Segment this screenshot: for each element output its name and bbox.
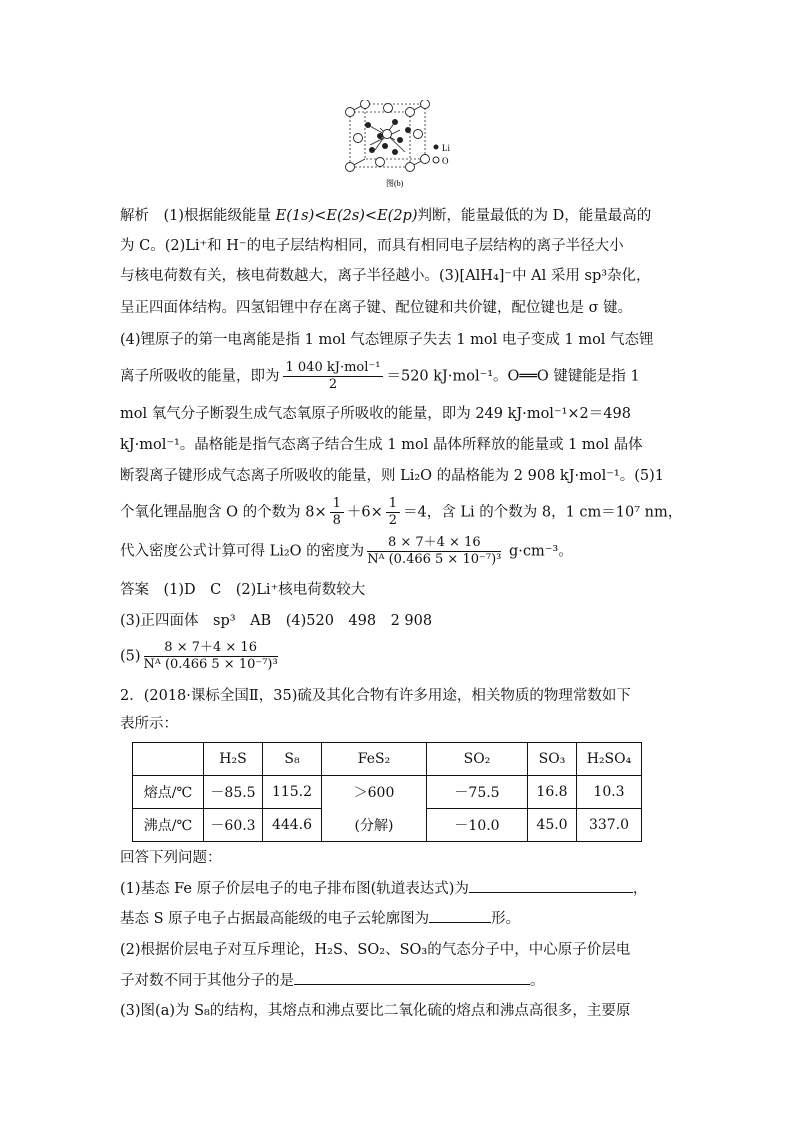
table-row: 熔点/℃ －85.5 115.2 ＞600 －75.5 16.8 10.3 — [133, 776, 642, 809]
analysis-line-5: (4)锂原子的第一电离能是指 1 mol 气态锂原子失去 1 mol 电子变成 1 mol 气态锂 — [120, 332, 654, 348]
constants-table — [132, 742, 642, 842]
question-line-8: (3)图(a)为 S₈的结构，其熔点和沸点要比二氧化硫的熔点和沸点高很多，主要原 — [120, 1003, 631, 1019]
answer-blank-2[interactable] — [429, 908, 491, 923]
analysis-line-11: 代入密度公式计算可得 Li₂O 的密度为 $\frac{8 \times 7+4 \times 16}{\text{Nᴬ (0.466 5 × 10⁻⁷)³}}$ g·cm⁻³。 — [120, 535, 573, 567]
analysis-line-9: 断裂离子键形成气态离子所吸收的能量，则 Li₂O 的晶格能为 2 908 kJ·mol⁻¹。(5)1 — [120, 468, 664, 484]
analysis-line-3: 与核电荷数有关，核电荷数越大，离子半径越小。(3)[AlH₄]⁻中 Al 采用 sp³杂化， — [120, 268, 651, 284]
answer-blank-3[interactable] — [294, 970, 530, 985]
answer-line-3: (5) $\frac{8 \times 7+4 \times 16}{\text{Nᴬ (0.466 5 × 10⁻⁷)³}}$ — [120, 640, 278, 672]
analysis-line-1: 解析 (1)根据能级能量 E(1s)<E(2s)<E(2p)判断，能量最低的为 D，能量最高的 — [120, 208, 652, 224]
legend-o: O — [442, 156, 449, 166]
question-line-3: 回答下列问题： — [120, 850, 222, 866]
analysis-line-7: mol 氧气分子断裂生成气态氧原子所吸收的能量，即为 249 kJ·mol⁻¹×2＝498 — [120, 406, 631, 422]
analysis-line-4: 呈正四面体结构。四氢铝锂中存在离子键、配位键和共价键，配位键也是 σ 键。 — [120, 300, 633, 316]
legend-li: Li — [442, 143, 450, 153]
analysis-line-2: 为 C。(2)Li⁺和 H⁻的电子层结构相同，而具有相同电子层结构的离子半径大小 — [120, 238, 624, 254]
answer-line-2: (3)正四面体 sp³ AB (4)520 498 2 908 — [120, 613, 433, 629]
question-line-6: (2)根据价层电子对互斥理论，H₂S、SO₂、SO₃的气态分子中，中心原子价层电 — [120, 942, 631, 958]
analysis-line-10: 个氧化锂晶胞含 O 的个数为 8× $\frac{1}{8}$ ＋6× $\frac{1}{2}$ ＝4，含 Li 的个数为 8，1 cm＝10⁷ nm， — [120, 496, 683, 528]
question-line-1: 2．(2018·课标全国Ⅱ，35)硫及其化合物有许多用途，相关物质的物理常数如下 — [120, 688, 631, 704]
analysis-line-8: kJ·mol⁻¹。晶格能是指气态离子结合生成 1 mol 晶体所释放的能量或 1 mol 晶体 — [120, 437, 643, 453]
question-line-4: (1)基态 Fe 原子价层电子的电子排布图(轨道表达式)为 ， — [120, 878, 647, 899]
table-header-row: H₂S S₈ FeS₂ SO₂ SO₃ H₂SO₄ — [133, 743, 642, 776]
question-line-7: 子对数不同于其他分子的是 。 — [120, 970, 545, 991]
answer-blank-1[interactable] — [469, 878, 633, 893]
question-line-2: 表所示： — [120, 716, 178, 732]
figure-caption: 图(b) — [386, 179, 404, 188]
answer-line-1: 答案 (1)D C (2)Li⁺核电荷数较大 — [120, 582, 366, 598]
table-row: 沸点/℃ －60.3 444.6 (分解) －10.0 45.0 337.0 — [133, 809, 642, 842]
analysis-line-6: 离子所吸收的能量，即为 $\frac{\text{1 040 kJ·mol⁻¹}}{2}$ ＝520 kJ·mol⁻¹。O══O 键键能是指 1 — [120, 360, 640, 392]
question-line-5: 基态 S 原子电子占据最高能级的电子云轮廓图为 形。 — [120, 908, 520, 929]
crystal-structure-figure — [340, 100, 460, 192]
